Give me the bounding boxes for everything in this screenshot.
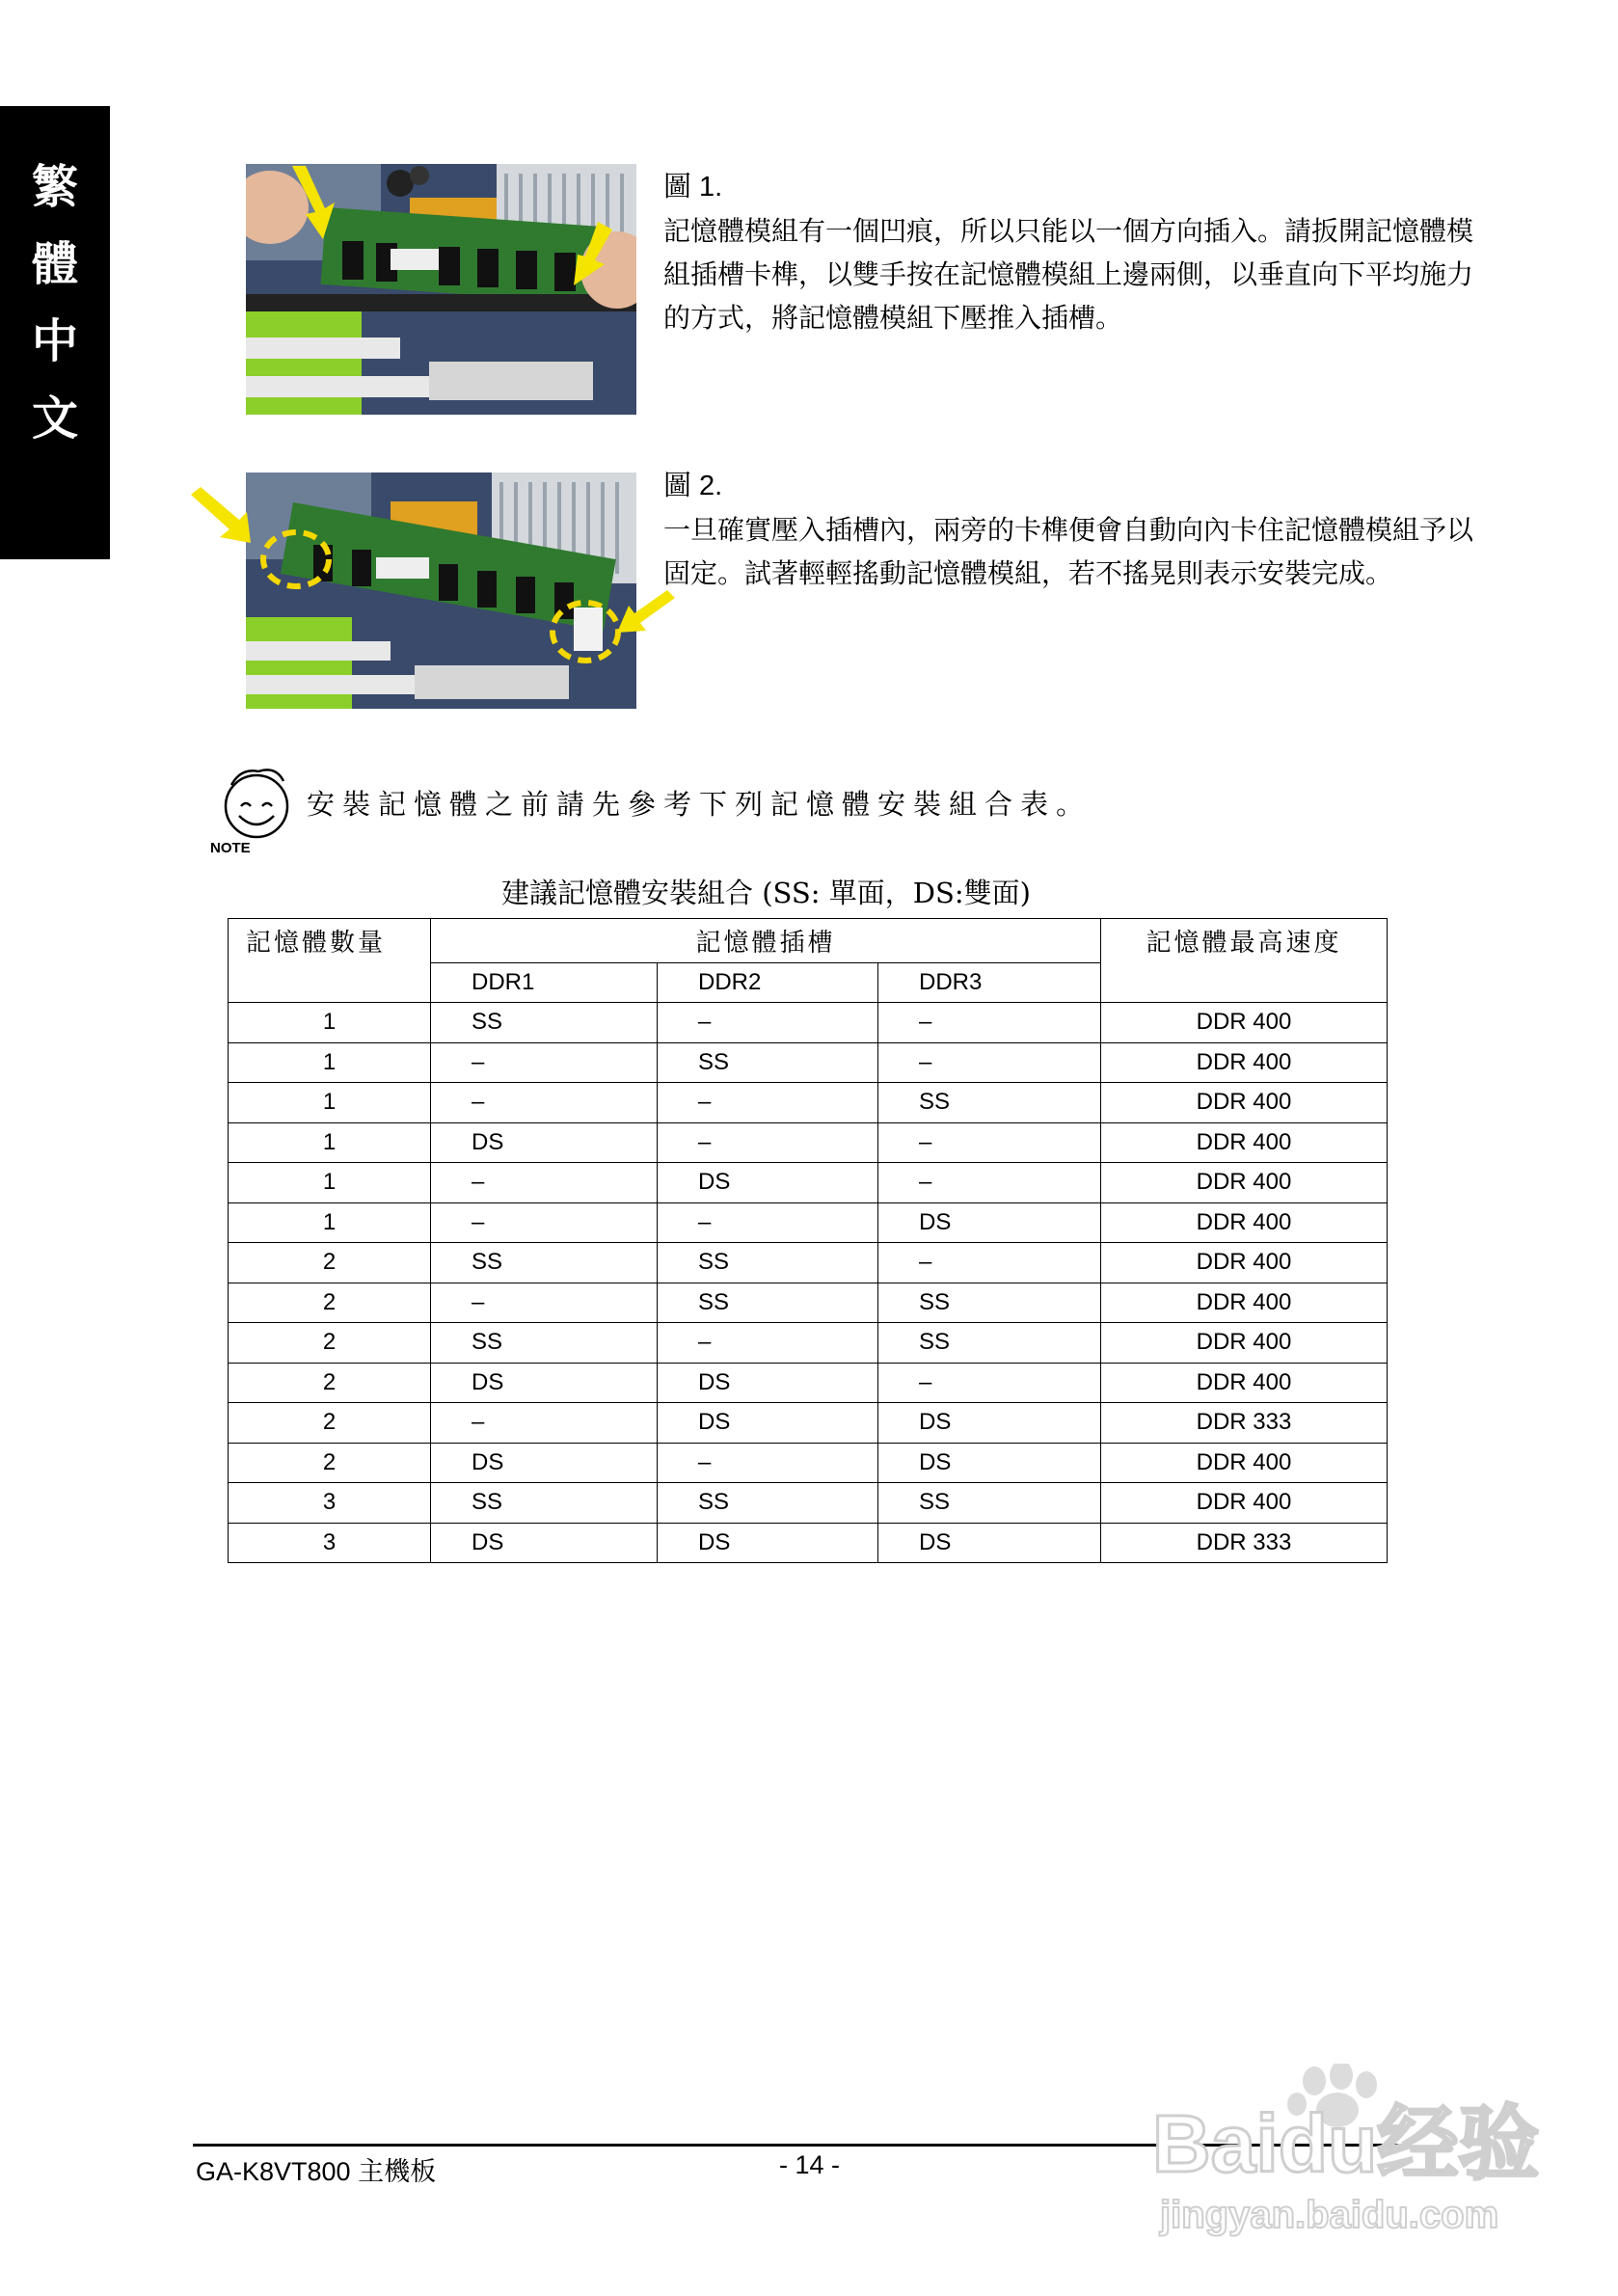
table-caption: 建議記憶體安裝組合 (SS: 單面，DS:雙面) bbox=[501, 877, 1031, 909]
cell-count: 2 bbox=[229, 1283, 431, 1323]
cell-count: 1 bbox=[229, 1202, 431, 1243]
table-row bbox=[229, 1122, 1388, 1163]
cell-speed: DDR 400 bbox=[1101, 1243, 1388, 1283]
cell-ddr2: – bbox=[658, 1122, 878, 1163]
language-tab-char-2: 體 bbox=[31, 237, 78, 291]
cell-speed: DDR 400 bbox=[1101, 1042, 1388, 1083]
cell-count: 3 bbox=[229, 1483, 431, 1524]
cell-ddr3: – bbox=[878, 1363, 1101, 1403]
header-memory-slots: 記憶體插槽 bbox=[431, 919, 1101, 963]
language-tab-char-3: 中 bbox=[31, 314, 78, 368]
cell-ddr3: DS bbox=[878, 1523, 1101, 1563]
figure-1-photo bbox=[246, 164, 636, 415]
cell-speed: DDR 400 bbox=[1101, 1323, 1388, 1364]
figure-1-caption: 圖 1. bbox=[663, 172, 723, 203]
header-slot-ddr2: DDR2 bbox=[658, 962, 878, 1003]
table-header-row bbox=[229, 919, 1388, 963]
cell-ddr1: SS bbox=[431, 1323, 658, 1364]
cell-ddr2: DS bbox=[658, 1163, 878, 1203]
cell-speed: DDR 400 bbox=[1101, 1443, 1388, 1483]
language-tab bbox=[0, 106, 110, 559]
watermark-url: jingyan.baidu.com bbox=[1160, 2194, 1499, 2236]
cell-ddr1: – bbox=[431, 1163, 658, 1203]
cell-speed: DDR 400 bbox=[1101, 1483, 1388, 1524]
footer-product: 主機板 bbox=[358, 2157, 437, 2187]
cell-ddr2: DS bbox=[658, 1403, 878, 1444]
cell-ddr3: DS bbox=[878, 1403, 1101, 1444]
cell-ddr1: DS bbox=[431, 1122, 658, 1163]
cell-count: 2 bbox=[229, 1363, 431, 1403]
header-slot-ddr1: DDR1 bbox=[431, 962, 658, 1003]
cell-ddr2: SS bbox=[658, 1283, 878, 1323]
table-row bbox=[229, 1363, 1388, 1403]
figure-2-left-arrow-icon bbox=[191, 487, 258, 545]
cell-ddr1: DS bbox=[431, 1523, 658, 1563]
cell-speed: DDR 333 bbox=[1101, 1523, 1388, 1563]
figure-2-right-arrow-icon bbox=[617, 590, 675, 638]
cell-ddr1: SS bbox=[431, 1003, 658, 1043]
footer-product-name bbox=[196, 2150, 436, 2188]
cell-ddr3: – bbox=[878, 1042, 1101, 1083]
cell-count: 1 bbox=[229, 1122, 431, 1163]
table-row bbox=[229, 1523, 1388, 1563]
table-row bbox=[229, 1083, 1388, 1123]
cell-ddr2: SS bbox=[658, 1042, 878, 1083]
cell-ddr3: SS bbox=[878, 1483, 1101, 1524]
header-max-speed: 記憶體最高速度 bbox=[1101, 919, 1388, 1003]
table-row bbox=[229, 1003, 1388, 1043]
baidu-watermark bbox=[1152, 2064, 1548, 2247]
cell-ddr3: DS bbox=[878, 1443, 1101, 1483]
cell-ddr2: – bbox=[658, 1443, 878, 1483]
cell-ddr1: – bbox=[431, 1042, 658, 1083]
cell-speed: DDR 333 bbox=[1101, 1403, 1388, 1444]
figure-2-caption: 圖 2. bbox=[663, 471, 723, 501]
cell-count: 2 bbox=[229, 1243, 431, 1283]
cell-ddr2: – bbox=[658, 1323, 878, 1364]
note-icon bbox=[202, 768, 310, 854]
cell-ddr2: SS bbox=[658, 1483, 878, 1524]
table-row bbox=[229, 1443, 1388, 1483]
table-row bbox=[229, 1243, 1388, 1283]
cell-ddr2: SS bbox=[658, 1243, 878, 1283]
footer-model: GA-K8VT800 bbox=[196, 2157, 351, 2186]
cell-speed: DDR 400 bbox=[1101, 1363, 1388, 1403]
cell-ddr1: – bbox=[431, 1403, 658, 1444]
cell-ddr1: – bbox=[431, 1283, 658, 1323]
header-slot-ddr3: DDR3 bbox=[878, 962, 1101, 1003]
cell-count: 1 bbox=[229, 1163, 431, 1203]
table-row bbox=[229, 1163, 1388, 1203]
cell-ddr1: – bbox=[431, 1202, 658, 1243]
cell-ddr2: – bbox=[658, 1083, 878, 1123]
table-row bbox=[229, 1483, 1388, 1524]
language-tab-char-1: 繁 bbox=[31, 160, 78, 214]
cell-ddr2: DS bbox=[658, 1363, 878, 1403]
cell-ddr1: SS bbox=[431, 1483, 658, 1524]
cell-ddr1: SS bbox=[431, 1243, 658, 1283]
table-row bbox=[229, 1323, 1388, 1364]
cell-ddr3: DS bbox=[878, 1202, 1101, 1243]
cell-speed: DDR 400 bbox=[1101, 1283, 1388, 1323]
cell-ddr3: – bbox=[878, 1003, 1101, 1043]
cell-ddr3: – bbox=[878, 1163, 1101, 1203]
note-icon-label: NOTE bbox=[210, 840, 251, 854]
cell-speed: DDR 400 bbox=[1101, 1163, 1388, 1203]
footer-page-number: - 14 - bbox=[779, 2150, 841, 2179]
cell-count: 2 bbox=[229, 1323, 431, 1364]
cell-count: 1 bbox=[229, 1083, 431, 1123]
cell-count: 1 bbox=[229, 1042, 431, 1083]
figure-1-text-block bbox=[663, 166, 1493, 339]
cell-ddr2: DS bbox=[658, 1523, 878, 1563]
cell-count: 2 bbox=[229, 1403, 431, 1444]
cell-ddr3: SS bbox=[878, 1323, 1101, 1364]
cell-ddr1: – bbox=[431, 1083, 658, 1123]
figure-1-description: 記憶體模組有一個凹痕，所以只能以一個方向插入。請扳開記憶體模組插槽卡榫，以雙手按在記憶體模組上邊兩側，以垂直向下平均施力的方式，將記憶體模組下壓推入插槽。 bbox=[663, 215, 1474, 334]
cell-count: 1 bbox=[229, 1003, 431, 1043]
cell-ddr1: DS bbox=[431, 1363, 658, 1403]
cell-speed: DDR 400 bbox=[1101, 1122, 1388, 1163]
note-text: 安裝記憶體之前請先參考下列記憶體安裝組合表。 bbox=[307, 788, 1092, 821]
cell-count: 3 bbox=[229, 1523, 431, 1563]
cell-ddr3: SS bbox=[878, 1283, 1101, 1323]
figure-2-text-block bbox=[663, 465, 1493, 595]
cell-ddr2: – bbox=[658, 1003, 878, 1043]
header-memory-count: 記憶體數量 bbox=[229, 919, 431, 1003]
cell-speed: DDR 400 bbox=[1101, 1083, 1388, 1123]
cell-ddr3: SS bbox=[878, 1083, 1101, 1123]
figure-2-photo bbox=[246, 473, 636, 709]
figure-2-description: 一旦確實壓入插槽內，兩旁的卡榫便會自動向內卡住記憶體模組予以固定。試著輕輕搖動記憶體模組，若不搖晃則表示安裝完成。 bbox=[663, 514, 1474, 589]
watermark-brand: Baidu经验 bbox=[1152, 2098, 1540, 2189]
cell-ddr3: – bbox=[878, 1122, 1101, 1163]
cell-speed: DDR 400 bbox=[1101, 1003, 1388, 1043]
table-row bbox=[229, 1202, 1388, 1243]
table-row bbox=[229, 1283, 1388, 1323]
table-row bbox=[229, 1403, 1388, 1444]
cell-ddr1: DS bbox=[431, 1443, 658, 1483]
cell-count: 2 bbox=[229, 1443, 431, 1483]
cell-ddr3: – bbox=[878, 1243, 1101, 1283]
language-tab-char-4: 文 bbox=[31, 392, 78, 446]
memory-install-table bbox=[228, 918, 1388, 1563]
cell-speed: DDR 400 bbox=[1101, 1202, 1388, 1243]
cell-ddr2: – bbox=[658, 1202, 878, 1243]
table-row bbox=[229, 1042, 1388, 1083]
